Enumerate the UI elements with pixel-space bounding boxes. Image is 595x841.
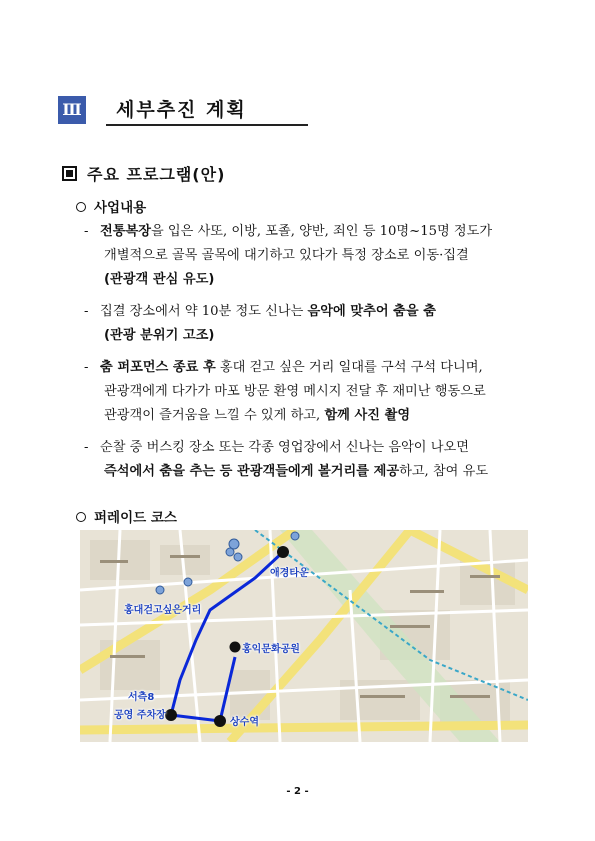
business-item-line — [84, 460, 544, 484]
business-item-line — [84, 300, 544, 324]
map-label-sangsu: 상수역 — [230, 717, 259, 728]
circle-bullet-icon — [76, 202, 86, 212]
parade-route-map — [80, 530, 528, 742]
map-label-parking-line1: 서측8 — [128, 692, 155, 703]
map-label-hongik-park: 홍익문화공원 — [242, 644, 300, 655]
text-segment: 홍대 걷고 싶은 거리 일대를 구석 구석 다니며, — [215, 360, 483, 375]
business-item — [84, 220, 544, 292]
dash-bullet: - — [84, 440, 89, 455]
text-segment: 순찰 중 버스킹 장소 또는 각종 영업장에서 신나는 음악이 나오면 — [100, 440, 469, 455]
text-segment: 관광객에게 다가가 마포 방문 환영 메시지 전달 후 재미난 행동으로 — [104, 384, 486, 399]
program-heading — [62, 162, 225, 185]
text-segment: 하고, 참여 유도 — [399, 464, 489, 479]
business-item-line — [84, 244, 544, 268]
business-item — [84, 300, 544, 348]
section-title: 세부추진 계획 — [106, 96, 308, 126]
dash-bullet: - — [84, 304, 89, 319]
text-segment: 관광객이 즐거움을 느낄 수 있게 하고, — [104, 408, 325, 423]
business-item-line — [84, 268, 544, 292]
text-segment: 을 입은 사또, 이방, 포졸, 양반, 죄인 등 10명~15명 정도가 — [150, 224, 493, 239]
section-number-badge: Ⅲ — [58, 96, 86, 124]
dash-bullet: - — [84, 224, 89, 239]
dash-bullet: - — [84, 360, 89, 375]
parade-course-heading — [76, 506, 177, 526]
map-label-parking-line2: 공영 주차장 — [114, 710, 166, 721]
bold-text: (관광객 관심 유도) — [104, 272, 215, 287]
business-item-line — [84, 324, 544, 348]
business-item-line — [84, 356, 544, 380]
business-item-line — [84, 220, 544, 244]
bold-text: 음악에 맞추어 춤을 춤 — [307, 304, 436, 319]
bold-text: 함께 사진 촬영 — [324, 408, 411, 423]
page-number: - 2 - — [286, 786, 309, 797]
bold-text: 전통복장 — [100, 224, 151, 239]
bold-text: (관광 분위기 고조) — [104, 328, 215, 343]
text-segment: 집결 장소에서 약 10분 정도 신나는 — [100, 304, 308, 319]
business-content-label: 사업내용 — [94, 200, 147, 216]
business-item-line — [84, 404, 544, 428]
circle-bullet-icon — [76, 512, 86, 522]
business-item-line — [84, 380, 544, 404]
business-item-line — [84, 436, 544, 460]
bold-text: 즉석에서 춤을 추는 등 관광객들에게 볼거리를 제공 — [104, 464, 400, 479]
map-label-aekyung: 애경타운 — [270, 568, 309, 579]
business-content-heading — [76, 196, 146, 216]
map-label-hongdae-street: 홍대걷고싶은거리 — [124, 605, 202, 616]
text-segment: 개별적으로 골목 골목에 대기하고 있다가 특정 장소로 이동·집결 — [104, 248, 469, 263]
program-heading-text: 주요 프로그램(안) — [87, 165, 226, 184]
bold-text: 춤 퍼포먼스 종료 후 — [100, 360, 216, 375]
filled-square-icon — [62, 166, 77, 181]
parade-course-label: 퍼레이드 코스 — [94, 510, 177, 526]
business-item — [84, 356, 544, 428]
business-item — [84, 436, 544, 484]
